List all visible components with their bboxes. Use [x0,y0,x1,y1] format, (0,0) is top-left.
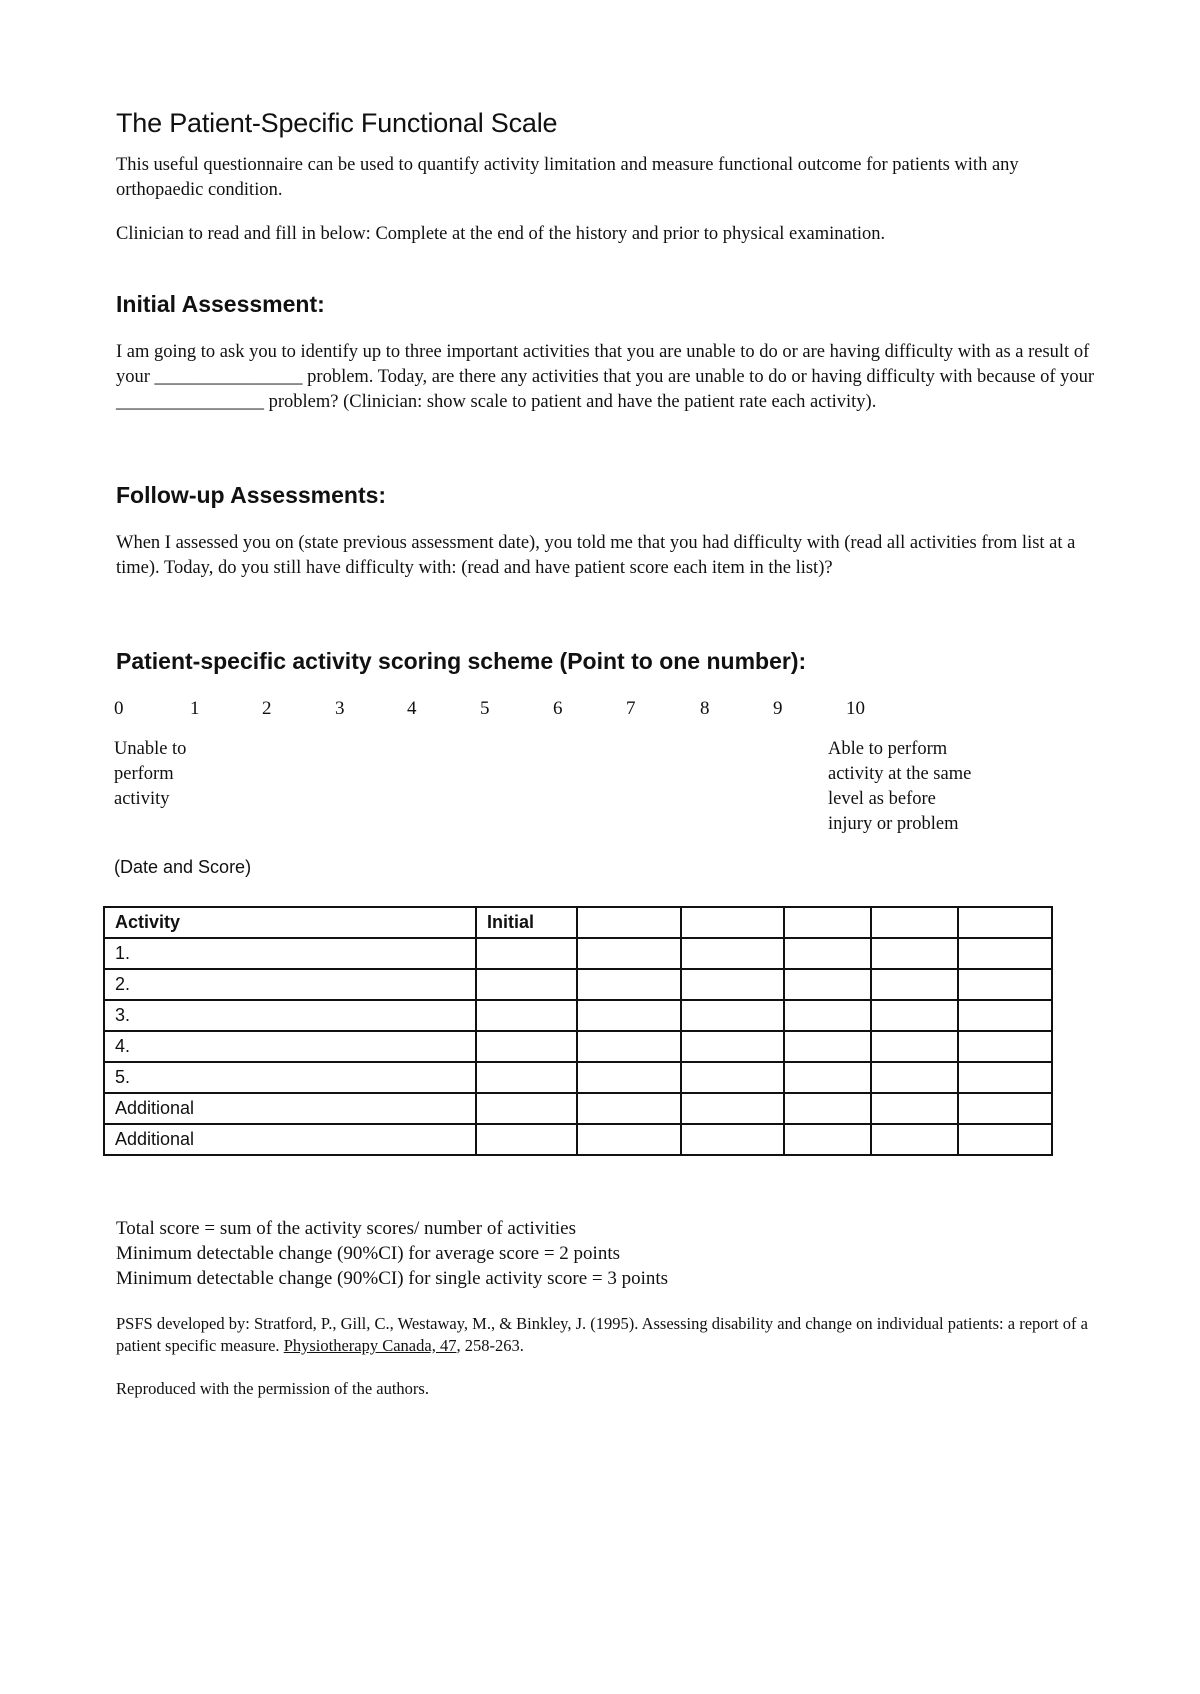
column-header-followup[interactable] [871,907,958,938]
score-cell[interactable] [958,1031,1052,1062]
citation [116,1313,1116,1357]
initial-assessment-heading: Initial Assessment: [116,291,325,317]
activity-score-table [103,906,1053,1156]
score-cell[interactable] [871,938,958,969]
low-anchor-line: activity [114,789,170,809]
low-anchor-line: perform [114,764,174,784]
activity-label[interactable]: 5. [104,1062,476,1093]
score-cell[interactable] [784,969,871,1000]
activity-label[interactable]: 1. [104,938,476,969]
scale-number: 1 [190,698,200,719]
score-cell[interactable] [681,938,784,969]
score-cell[interactable] [958,1062,1052,1093]
score-cell[interactable] [958,1124,1052,1155]
column-header-activity: Activity [104,907,476,938]
date-and-score-label: (Date and Score) [114,857,252,877]
score-cell[interactable] [577,1000,681,1031]
score-cell[interactable] [958,1093,1052,1124]
score-cell[interactable] [681,1093,784,1124]
score-cell[interactable] [681,1062,784,1093]
scale-number: 4 [407,698,417,719]
permission-note: Reproduced with the permission of the authors. [116,1379,429,1398]
column-header-followup[interactable] [681,907,784,938]
score-cell[interactable] [784,1124,871,1155]
score-cell[interactable] [871,969,958,1000]
score-cell[interactable] [958,969,1052,1000]
score-cell[interactable] [681,969,784,1000]
intro-paragraph: This useful questionnaire can be used to quantify activity limitation and measure functional outcome for patients with any orthopaedic condition. [116,155,1019,200]
score-cell[interactable] [577,1124,681,1155]
scale-number: 0 [114,698,124,719]
table-row [104,1124,1052,1155]
score-cell[interactable] [871,1062,958,1093]
score-cell[interactable] [784,938,871,969]
activity-label[interactable]: Additional [104,1124,476,1155]
initial-assessment-text: I am going to ask you to identify up to three important activities that you are unable to do or are having difficulty with as a result of your ________________ problem. Today, are there any activities that you are unable to do or having difficulty with because of your ________________ problem? (Clinician: show scale to patient and have the patient rate each activity). [116,342,1095,412]
table-row [104,1031,1052,1062]
table-row [104,1062,1052,1093]
activity-label[interactable]: 3. [104,1000,476,1031]
formula-line: Minimum detectable change (90%CI) for single activity score = 3 points [116,1268,669,1289]
table-row [104,1000,1052,1031]
score-cell[interactable] [476,1000,577,1031]
table-row [104,1093,1052,1124]
score-cell[interactable] [476,1093,577,1124]
table-row [104,938,1052,969]
scale-number: 7 [626,698,636,719]
high-anchor-line: Able to perform [828,739,948,759]
score-cell[interactable] [958,1000,1052,1031]
score-cell[interactable] [577,969,681,1000]
score-cell[interactable] [871,1000,958,1031]
high-anchor-line: injury or problem [828,814,959,834]
score-cell[interactable] [476,1031,577,1062]
scale-number: 10 [846,698,865,719]
score-cell[interactable] [577,938,681,969]
high-anchor-line: level as before [828,789,936,809]
followup-assessment-text: When I assessed you on (state previous assessment date), you told me that you had difficulty with (read all activities from list at a time). Today, do you still have difficulty with: (read and have patient score each item in the list)? [116,533,1076,578]
high-anchor-line: activity at the same [828,764,972,784]
scale-number: 8 [700,698,710,719]
scoring-formulas [116,1216,668,1291]
score-cell[interactable] [476,1062,577,1093]
score-cell[interactable] [577,1031,681,1062]
score-cell[interactable] [476,1124,577,1155]
score-cell[interactable] [784,1062,871,1093]
score-cell[interactable] [681,1000,784,1031]
scale-number: 2 [262,698,272,719]
scale-number: 5 [480,698,490,719]
score-cell[interactable] [958,938,1052,969]
scoring-scheme-heading: Patient-specific activity scoring scheme (Point to one number): [116,648,807,674]
column-header-followup[interactable] [784,907,871,938]
table-header-row [104,907,1052,938]
score-cell[interactable] [784,1031,871,1062]
score-cell[interactable] [681,1031,784,1062]
low-anchor-line: Unable to [114,739,187,759]
scale-number: 9 [773,698,783,719]
formula-line: Total score = sum of the activity scores/ number of activities [116,1218,576,1239]
score-cell[interactable] [577,1093,681,1124]
activity-label[interactable]: 4. [104,1031,476,1062]
score-cell[interactable] [577,1062,681,1093]
score-cell[interactable] [784,1093,871,1124]
low-anchor-label [114,737,314,812]
table-row [104,969,1052,1000]
column-header-initial: Initial [476,907,577,938]
score-cell[interactable] [476,938,577,969]
scale-number: 3 [335,698,345,719]
score-cell[interactable] [681,1124,784,1155]
scale-number: 6 [553,698,563,719]
score-cell[interactable] [871,1124,958,1155]
activity-label[interactable]: 2. [104,969,476,1000]
formula-line: Minimum detectable change (90%CI) for average score = 2 points [116,1243,621,1264]
citation-pages: , 258-263. [456,1336,524,1355]
column-header-followup[interactable] [958,907,1052,938]
page-title: The Patient-Specific Functional Scale [116,108,558,138]
score-cell[interactable] [476,969,577,1000]
score-cell[interactable] [871,1031,958,1062]
score-cell[interactable] [871,1093,958,1124]
followup-assessment-heading: Follow-up Assessments: [116,482,387,508]
citation-journal: Physiotherapy Canada, 47 [283,1336,457,1355]
citation-text: PSFS developed by: Stratford, P., Gill, C., Westaway, M., & Binkley, J. (1995). Assessing disability and change on individual patients: a report of a patient specific measure. [116,1314,1088,1355]
clinician-note: Clinician to read and fill in below: Complete at the end of the history and prior to physical examination. [116,224,886,244]
score-cell[interactable] [784,1000,871,1031]
column-header-followup[interactable] [577,907,681,938]
activity-label[interactable]: Additional [104,1093,476,1124]
high-anchor-label [828,737,1028,837]
